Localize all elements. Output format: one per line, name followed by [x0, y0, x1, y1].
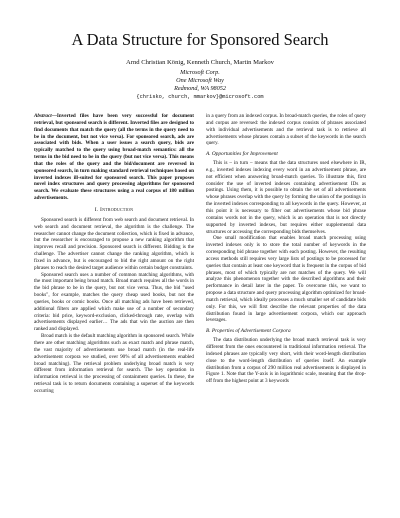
author-block — [34, 59, 366, 101]
affiliation-city: Redmond, WA 98052 — [174, 85, 226, 92]
intro-paragraph-3: Broad match is the default matching algorithm in sponsored search. While there are other matching algorithms such as exact match and phrase match, the vast majority of advertisements use broad match (in the real-life advertisement corpora we studied, over 90% of all advertisements enabled broad matching). The retrieval problem underlying broad match is very different from information retrieval for search. The key operation in information retrieval is the processing of containment queries. In these, the retrieval task is to return documents containing a superset of the keywords occurring — [34, 333, 194, 394]
right-paragraph-0: in a query from an indexed corpus. In broad-match queries, the roles of query and corpus are reversed: the indexed corpus consists of phrases associated with individual advertisements and the retrieval task is to retrieve all advertisements whose phrases contain a subset of the keywords in the search query. — [206, 113, 366, 147]
two-column-body — [34, 113, 366, 395]
right-column — [206, 113, 366, 395]
abstract-text: —Inverted files have been very successful for document retrieval, but sponsored search is different. Inverted files are designed to find documents that match the query (all the terms in the query need to be in the document, but not vice versa). For sponsored search, ads are associated with bids. When a user issues a search query, bids are typically matched to the query using broad-match semantics: all the terms in the bid need to be in the query (but not vice versa). This means that the roles of the query and the bid/document are reversed in sponsored search, in turn making standard retrieval techniques based on inverted indexes ill-suited for sponsored search. This paper proposes novel index structures and query processing algorithms for sponsored search. We evaluate these structures using a real corpus of 180 million advertisements. — [34, 113, 194, 202]
paper-title: A Data Structure for Sponsored Search — [71, 30, 329, 49]
right-paragraph-3: The data distribution underlying the broad match retrieval task is very different from the ones encountered in traditional information retrieval. The indexed phrases are typically very short, with their word-length distribution close to the word-length distribution of queries itself. An example distribution from a corpus of 290 million real advertisements is displayed in Figure 1. Note that the Y-axis is in logarithmic scale, meaning that the drop-off from the highest point at 3 keywords — [206, 337, 366, 385]
affiliation-org: Microsoft Corp. — [180, 69, 220, 76]
section-heading-introduction: I. Introduction — [94, 206, 134, 213]
intro-paragraph-1: Sponsored search is different from web search and document retrieval. In web search and document retrieval, the algorithm is the challenge. The researcher cannot change the document collection, which is fixed in advance, but the researcher is encouraged to propose a new ranking algorithm that improves recall and precision. Sponsored search is different. Bidding is the challenge. The advertiser cannot change the ranking algorithm, which is fixed in advance, but is encouraged to bid the right amount on the right phrases to reach the desired target audience within certain budget constraints. — [34, 216, 194, 271]
abstract-label: Abstract — [34, 113, 52, 119]
left-column — [34, 113, 194, 395]
right-paragraph-2: One small modification that enables broad match processing using inverted indexes only is to store the total number of keywords in the corresponding bid phrase together with each posting. However, the resulting access methods still requires very large lists of postings to be processed for queries that contain at least one keyword that is frequent in the corpus of bid phrases, most of which typically are not matches of the query. We will analyze this phenomenon together with the described algorithms and their performance in detail later in the paper. To overcome this, we want to propose a data structure and query processing algorithm optimized for broad-match retrieval, which ideally processes a much smaller set of candidate bids only. For this, we will first describe the relevant properties of the data distribution found in large advertisement corpora, which our approach leverages. — [206, 235, 366, 324]
author-emails: {chrisko, church, mmarkov}@microsoft.com — [136, 94, 264, 100]
intro-paragraph-2: Sponsored search uses a number of common matching algorithms, with the most important being broad match. Broad match requires all the words in the bid phrase to be in the query, but not vice versa. Thus, the bid "used books", for example, matches the query cheap used books, but not the queries, books or comic books. Once all matching ads have been retrieved, additional filters are applied which make use of a number of secondary criteria: bid price, keyword-exclusion, clicked-through rate, overlap with advertisements displayed earlier… The ads that win the auction are then ranked and displayed. — [34, 271, 194, 333]
subsection-heading-a: A. Opportunities for Improvement — [206, 151, 278, 158]
right-paragraph-1: This is – in turn – means that the data structures used elsewhere in IR, e.g., inverted indexes indexing every word in an advertisement phrase, are not efficient when answering broad-match queries. To illustrate this, first consider the use of inverted indexes containing advertisement IDs as postings. Using them, it is possible to obtain the set of all advertisements whose phrases overlap with the query by forming the union of the postings in the inverted indexes corresponding to all keywords in the query. However, at this point it is necessary to filter out advertisements whose bid phrase contains words not in the query, which is an operation that is not directly supported by inverted indexes, but requires either supplemental data structures or accessing the corresponding bids themselves. — [206, 160, 366, 235]
author-names: Arnd Christian König, Kenneth Church, Martin Markov — [126, 59, 274, 66]
subsection-heading-b: B. Properties of Advertisement Corpora — [206, 328, 291, 335]
abstract — [34, 113, 194, 202]
affiliation-street: One Microsoft Way — [176, 77, 224, 84]
